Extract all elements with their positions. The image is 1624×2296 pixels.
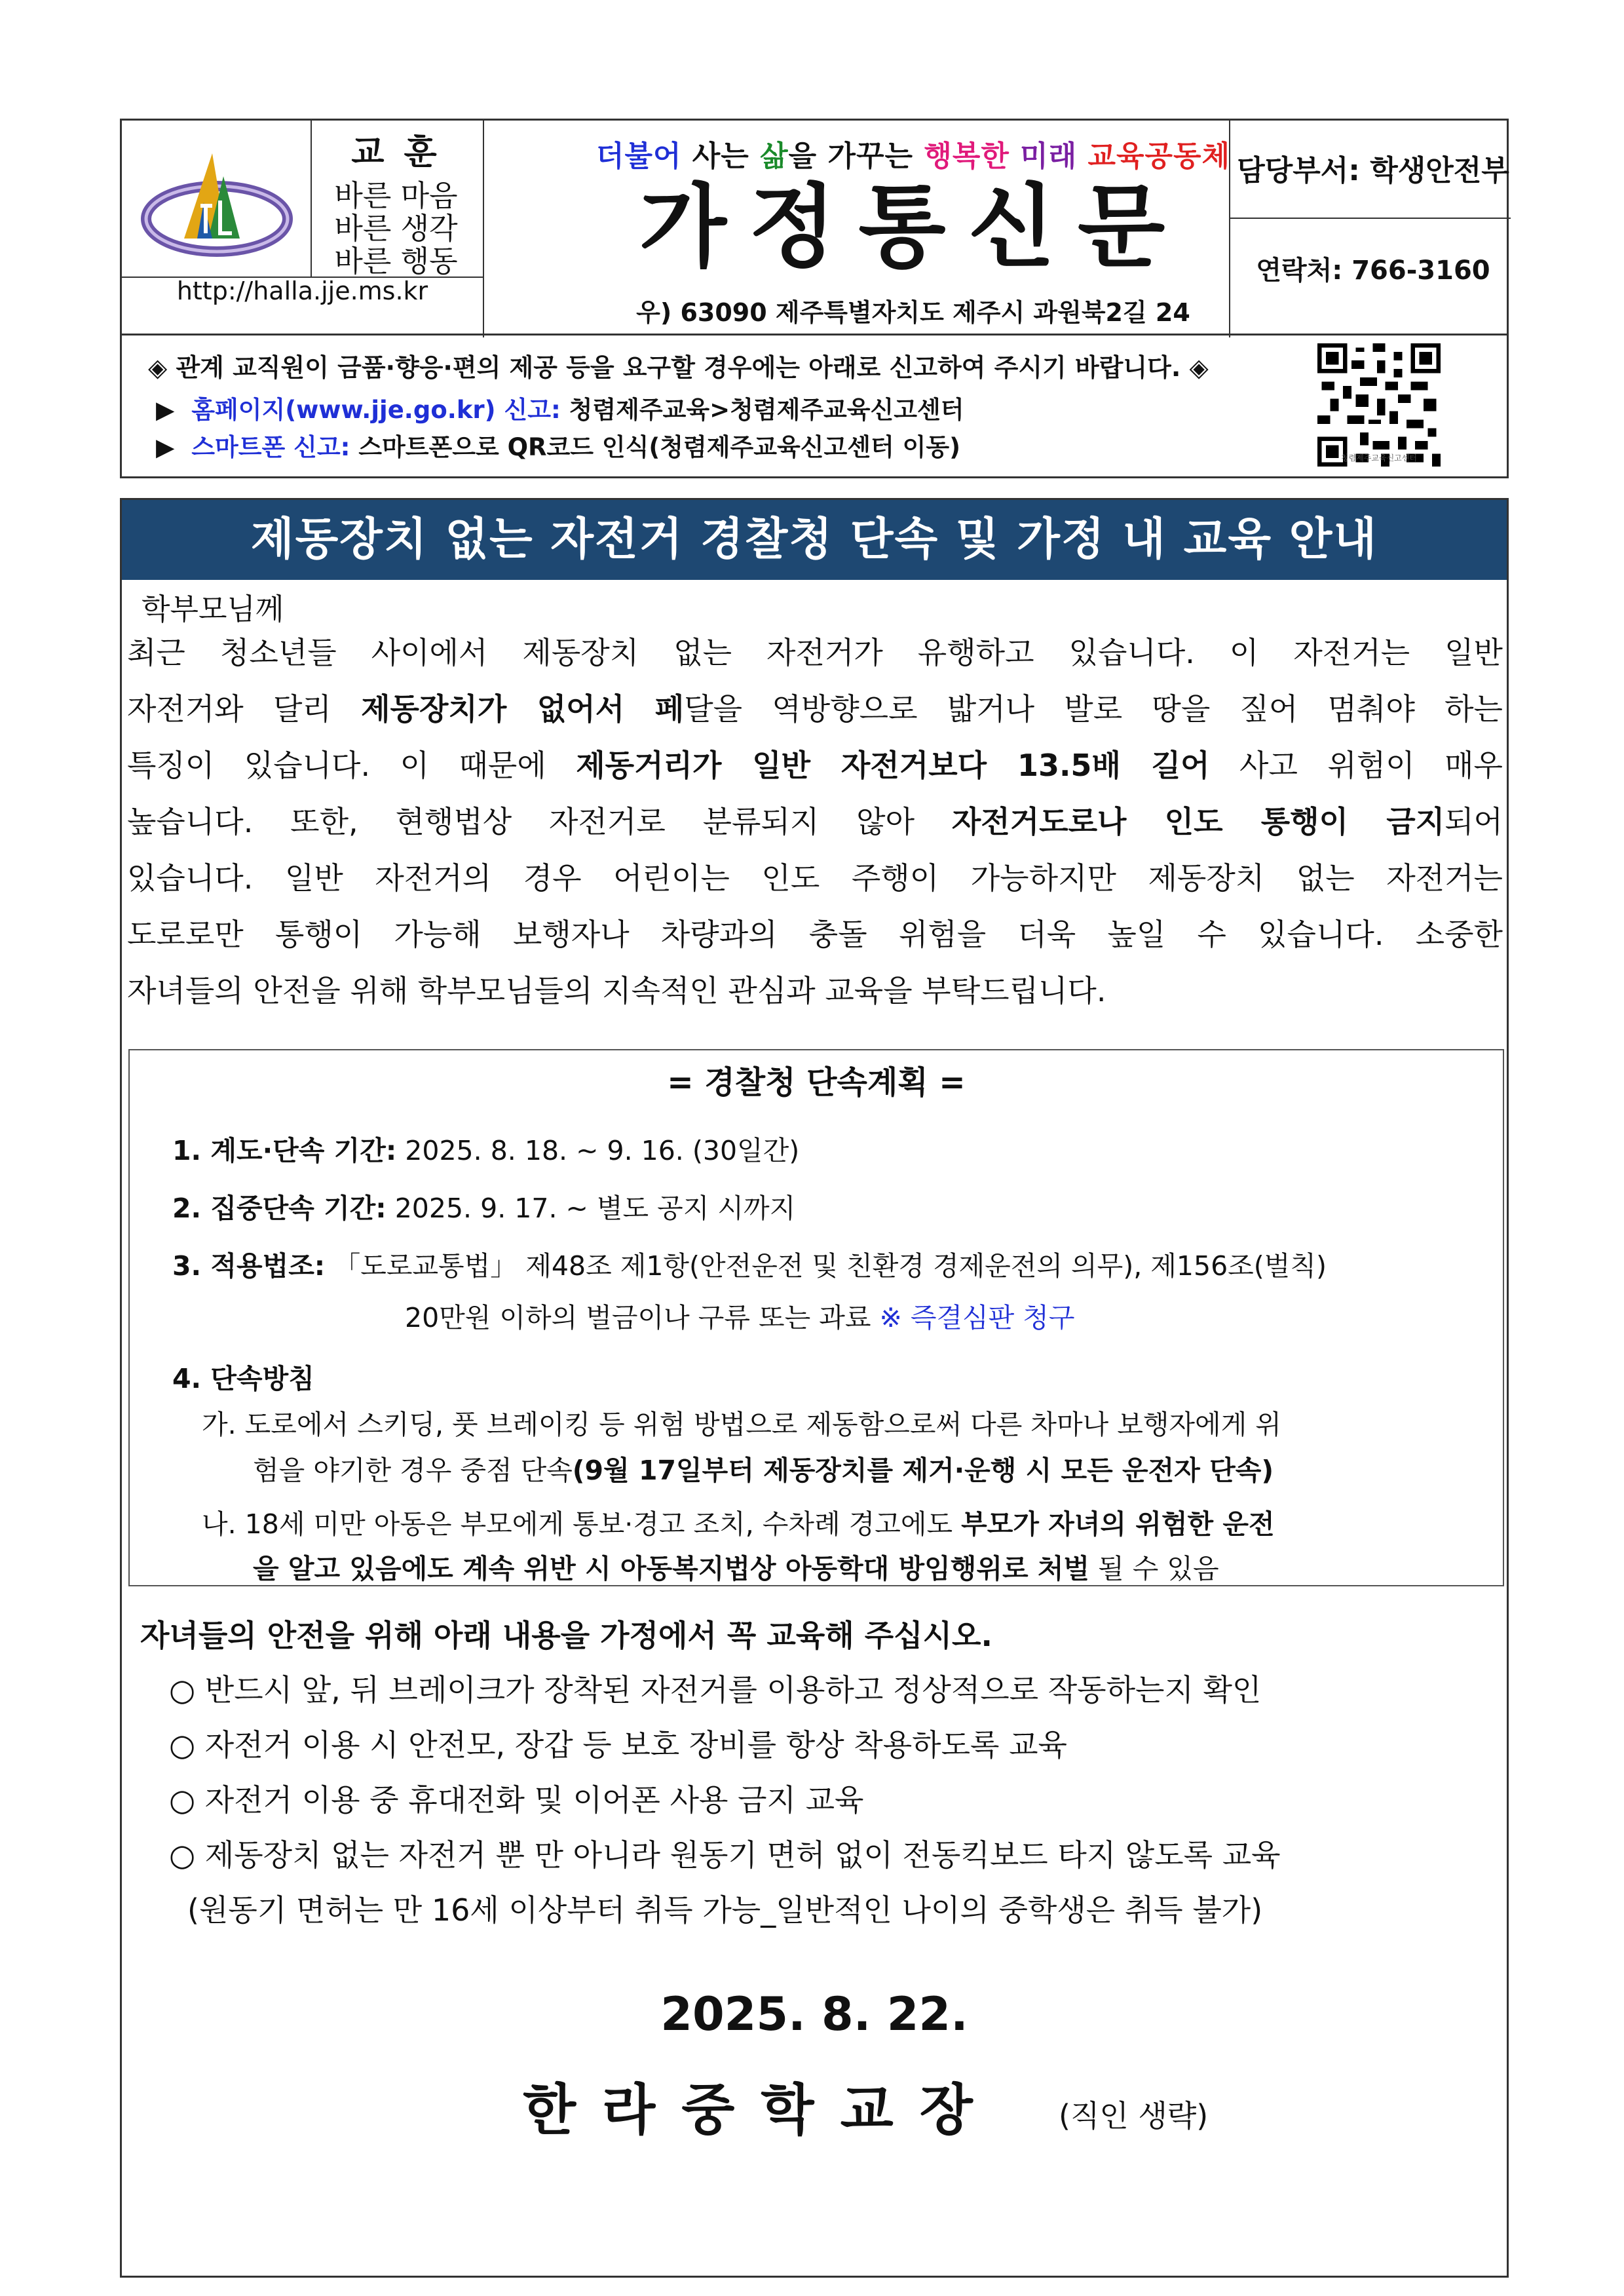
body-line xyxy=(127,737,1503,794)
qr-caption: 청렴제주교육신고센터 xyxy=(1341,453,1417,463)
body-line xyxy=(127,794,1503,850)
notice-headline: ◈ 관계 교직원이 금품·향응·편의 제공 등을 요구할 경우에는 아래로 신고하여 주시기 바랍니다. ◈ xyxy=(148,353,1209,382)
plan-item-1 xyxy=(172,1129,799,1168)
body-text: 있습니다. 일반 자전거의 경우 어린이는 인도 주행이 가능하지만 제동장치 없는 자전거는 xyxy=(127,860,1503,896)
body-line xyxy=(127,850,1503,906)
principal-signature: 한라중학교장 xyxy=(523,2078,999,2142)
plan-item-3-continued xyxy=(405,1296,1075,1335)
slogan xyxy=(494,132,1332,174)
body-text: 사고 위험이 매우 xyxy=(1209,748,1503,783)
issue-date: 2025. 8. 22. xyxy=(660,1987,968,2041)
homepage-report-label[interactable]: 홈페이지(www.jje.go.kr) 신고: xyxy=(191,396,561,424)
notice-banner: 제동장치 없는 자전거 경찰청 단속 및 가정 내 교육 안내 xyxy=(122,500,1507,580)
smartphone-report-row xyxy=(156,427,960,463)
summary-trial-note: ※ 즉결심판 청구 xyxy=(879,1302,1075,1333)
slogan-segment: 사는 xyxy=(681,140,761,173)
plan-item-value: 2025. 8. 18. ~ 9. 16. (30일간) xyxy=(396,1135,800,1166)
body-emphasis: 자전거도로나 인도 통행이 금지 xyxy=(951,804,1445,839)
body-emphasis: 제동장치가 없어서 페 xyxy=(361,691,685,727)
body-text: 최근 청소년들 사이에서 제동장치 없는 자전거가 유행하고 있습니다. 이 자전거는 일반 xyxy=(127,635,1503,670)
body-line xyxy=(127,963,1503,1019)
education-item: ○ 제동장치 없는 자전거 뿐 만 아니라 원동기 면허 없이 전동킥보드 타지 않도록 교육 xyxy=(169,1837,1281,1873)
policy-emphasis: (9월 17일부터 제동장치를 제거·운행 시 모든 운전자 단속) xyxy=(572,1455,1274,1486)
school-url[interactable]: http://halla.jje.ms.kr xyxy=(176,277,428,305)
policy-text: 될 수 있음 xyxy=(1089,1553,1219,1584)
plan-item-label: 3. 적용법조: xyxy=(172,1250,326,1282)
education-item: ○ 반드시 앞, 뒤 브레이크가 장착된 자전거를 이용하고 정상적으로 작동하는지 확인 xyxy=(169,1672,1262,1708)
plan-item-label: 1. 계도·단속 기간: xyxy=(172,1135,397,1166)
education-item: ○ 자전거 이용 시 안전모, 장갑 등 보호 장비를 항상 착용하도록 교육 xyxy=(169,1727,1067,1763)
plan-item-value: 「도로교통법」 제48조 제1항(안전운전 및 친환경 경제운전의 의무), 제156조(벌칙) xyxy=(325,1250,1327,1282)
smartphone-report-label: 스마트폰 신고: xyxy=(191,433,350,461)
motto-line: 바른 마음 xyxy=(334,178,458,213)
motto-line: 바른 행동 xyxy=(334,244,458,278)
school-logo xyxy=(135,140,299,265)
plan-item-value: 20만원 이하의 벌금이나 구류 또는 과료 xyxy=(405,1302,880,1333)
bullet-icon: ▶ xyxy=(156,396,175,424)
plan-item-value: 2025. 9. 17. ~ 별도 공지 시까지 xyxy=(386,1193,796,1224)
department: 담당부서: 학생안전부 xyxy=(1237,154,1509,187)
plan-item-4: 4. 단속방침 xyxy=(172,1363,314,1394)
education-item: ○ 자전거 이용 중 휴대전화 및 이어폰 사용 금지 교육 xyxy=(169,1782,864,1818)
body-text: 자녀들의 안전을 위해 학부모님들의 지속적인 관심과 교육을 부탁드립니다. xyxy=(127,973,1106,1008)
policy-emphasis: 부모가 자녀의 위험한 운전 xyxy=(961,1508,1275,1540)
body-emphasis: 제동거리가 일반 자전거보다 13.5배 길어 xyxy=(576,748,1210,783)
education-heading: 자녀들의 안전을 위해 아래 내용을 가정에서 꼭 교육해 주십시오. xyxy=(140,1618,992,1653)
homepage-report-value: 청렴제주교육>청렴제주교육신고센터 xyxy=(560,396,964,424)
plan-item-2 xyxy=(172,1187,795,1225)
smartphone-report-value: 스마트폰으로 QR코드 인식(청렴제주교육신고센터 이동) xyxy=(350,433,960,461)
plan-title: = 경찰청 단속계획 = xyxy=(667,1064,966,1101)
body-line xyxy=(127,906,1503,963)
body-line xyxy=(127,681,1503,737)
salutation: 학부모님께 xyxy=(142,592,284,626)
slogan-segment: 삶 xyxy=(760,140,789,173)
bullet-icon: ▶ xyxy=(156,433,175,461)
policy-text: 험을 야기한 경우 중점 단속 xyxy=(253,1455,573,1486)
school-address: 우) 63090 제주특별자치도 제주시 과원북2길 24 xyxy=(636,298,1190,327)
body-text: 자전거와 달리 xyxy=(127,691,362,727)
divider xyxy=(483,121,484,337)
plan-item-3 xyxy=(172,1244,1327,1283)
motto-line: 바른 생각 xyxy=(334,211,458,246)
body-text: 높습니다. 또한, 현행법상 자전거로 분류되지 않아 xyxy=(127,804,952,839)
page-title: 가정통신문 xyxy=(639,174,1188,280)
main-content xyxy=(120,498,1509,2278)
policy-ga-line1: 가. 도로에서 스키딩, 풋 브레이킹 등 위험 방법으로 제동함으로써 다른 차마나 보행자에게 위 xyxy=(202,1409,1281,1440)
plan-item-label: 2. 집중단속 기간: xyxy=(172,1193,387,1224)
policy-na-line1 xyxy=(202,1502,1275,1541)
body-text: 되어 xyxy=(1445,804,1503,839)
body-text: 특징이 있습니다. 이 때문에 xyxy=(127,748,576,783)
slogan-segment: 을 가꾸는 xyxy=(788,140,924,173)
seal-omitted-note: (직인 생략) xyxy=(1059,2098,1209,2133)
policy-ga-line2 xyxy=(253,1449,1274,1487)
body-line xyxy=(127,624,1503,681)
homepage-report-row xyxy=(156,390,964,425)
policy-na-line2 xyxy=(253,1547,1219,1586)
enforcement-plan-box xyxy=(128,1049,1504,1586)
slogan-segment: 교육공동체 xyxy=(1087,140,1231,173)
motto-title: 교 훈 xyxy=(351,133,441,172)
body-text: 도로로만 통행이 가능해 보행자나 차량과의 충돌 위험을 더욱 높일 수 있습니다. 소중한 xyxy=(127,917,1503,952)
policy-text: 나. 18세 미만 아동은 부모에게 통보·경고 조치, 수차례 경고에도 xyxy=(202,1508,962,1540)
slogan-segment: 미래 xyxy=(1009,140,1088,173)
body-text: 달을 역방향으로 밟거나 발로 땅을 짚어 멈춰야 하는 xyxy=(684,691,1503,727)
report-notice xyxy=(120,335,1509,478)
header-table xyxy=(120,119,1509,335)
policy-emphasis: 을 알고 있음에도 계속 위반 시 아동복지법상 아동학대 방임행위로 처벌 xyxy=(253,1553,1090,1584)
qr-code-icon[interactable] xyxy=(1317,343,1441,467)
slogan-segment: 더불어 xyxy=(595,140,682,173)
education-note: (원동기 면허는 만 16세 이상부터 취득 가능_일반적인 나이의 중학생은 취득 불가) xyxy=(187,1892,1263,1928)
slogan-segment: 행복한 xyxy=(924,140,1010,173)
contact-number: 연락처: 766-3160 xyxy=(1256,256,1490,286)
